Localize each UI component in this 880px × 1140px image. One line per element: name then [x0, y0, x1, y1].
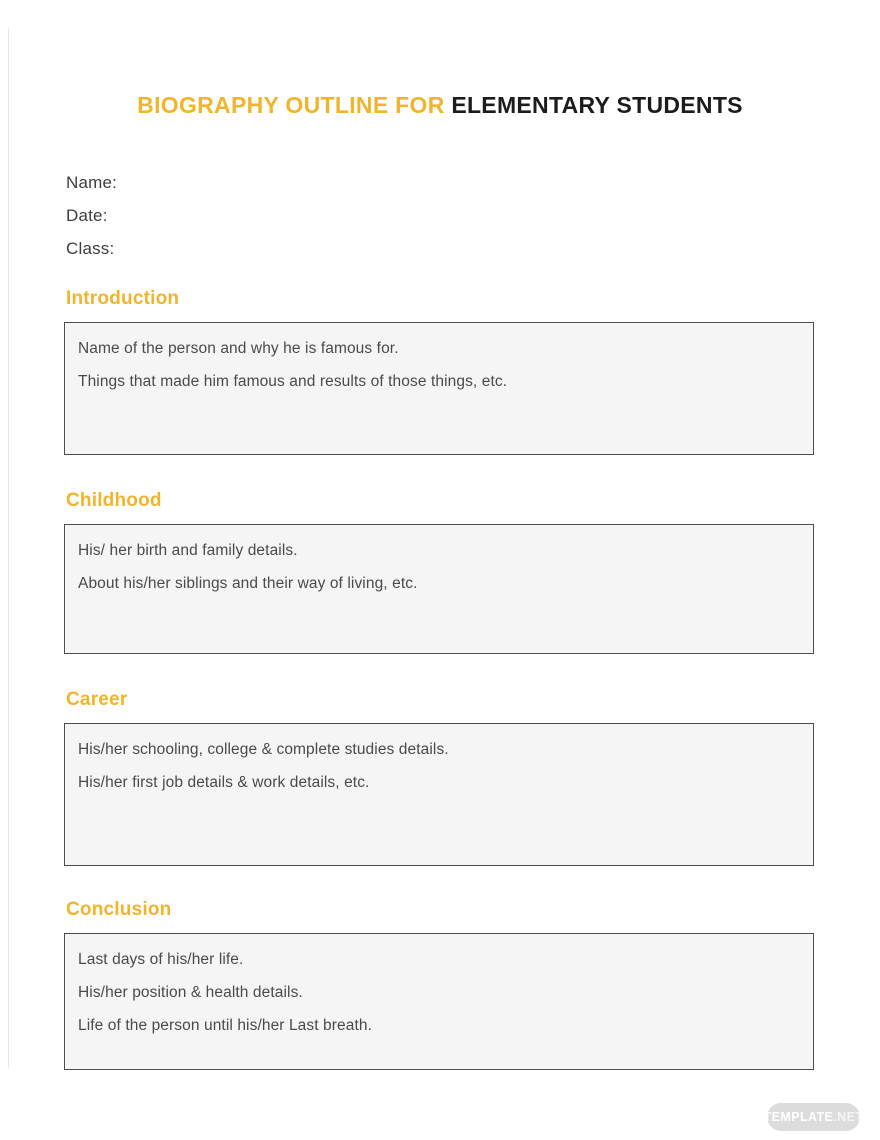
student-fields — [66, 166, 880, 265]
prompt-line: Things that made him famous and results of those things, etc. — [78, 373, 508, 390]
section-career — [64, 689, 814, 866]
page-title-rest: ELEMENTARY STUDENTS — [451, 92, 743, 118]
field-class-label: Class: — [66, 239, 115, 258]
prompt-line: His/her position & health details. — [78, 984, 303, 1001]
template-net-watermark — [763, 1103, 864, 1131]
section-childhood — [64, 490, 814, 654]
section-introduction — [64, 288, 814, 455]
section-heading-introduction: Introduction — [66, 288, 180, 309]
answer-box-introduction — [64, 322, 814, 455]
page-title — [0, 0, 880, 119]
section-heading-career: Career — [66, 689, 128, 710]
prompt-line: His/her first job details & work details, etc. — [78, 774, 370, 791]
watermark-brand: TEMPLATE — [763, 1110, 834, 1124]
section-conclusion — [64, 899, 814, 1070]
prompt-line: Last days of his/her life. — [78, 951, 244, 968]
prompt-line: About his/her siblings and their way of living, etc. — [78, 575, 418, 592]
prompt-line: His/ her birth and family details. — [78, 542, 298, 559]
prompt-line: Life of the person until his/her Last breath. — [78, 1017, 373, 1034]
page-title-highlight: BIOGRAPHY OUTLINE FOR — [137, 92, 445, 118]
page-edge-line — [8, 28, 9, 1068]
field-name-label: Name: — [66, 173, 118, 192]
watermark-tld: .NET — [833, 1110, 864, 1124]
section-heading-childhood: Childhood — [66, 490, 162, 511]
prompt-line: Name of the person and why he is famous for. — [78, 340, 399, 357]
field-date-label: Date: — [66, 206, 108, 225]
answer-box-childhood — [64, 524, 814, 654]
answer-box-conclusion — [64, 933, 814, 1070]
answer-box-career — [64, 723, 814, 866]
prompt-line: His/her schooling, college & complete studies details. — [78, 741, 449, 758]
section-heading-conclusion: Conclusion — [66, 899, 172, 920]
